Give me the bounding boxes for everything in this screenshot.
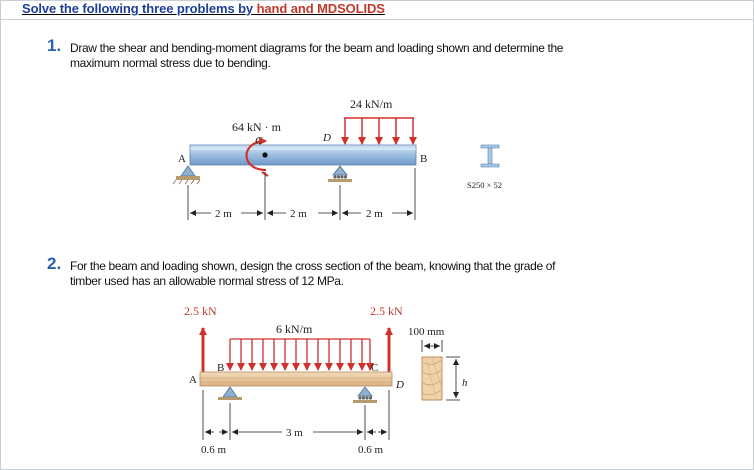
width-label: 100 mm xyxy=(408,326,445,338)
point-c-label: C xyxy=(255,135,263,147)
dim-right-label: 0.6 m xyxy=(358,444,384,456)
header-text: Solve the following three problems by xyxy=(22,1,257,16)
header-highlight: hand and MDSOLIDS xyxy=(256,1,385,16)
problem-2-line-1: For the beam and loading shown, design the cross section of the beam, knowing that the grade of xyxy=(70,259,556,273)
dim-mid-label: 3 m xyxy=(286,427,303,439)
p2-point-d-label: D xyxy=(396,379,404,391)
problem-2-line-2: timber used has an allowable normal stress of 12 MPa. xyxy=(70,274,344,288)
p2-point-b-label: B xyxy=(217,362,225,374)
point-b-label: B xyxy=(420,153,428,165)
distributed-load-6 xyxy=(230,339,370,370)
problem-2-number: 2. xyxy=(47,254,62,273)
point-d-label: D xyxy=(323,132,331,144)
dim-label-2: 2 m xyxy=(290,208,307,220)
timber-section-icon xyxy=(422,357,442,400)
right-load-label: 2.5 kN xyxy=(370,304,403,318)
problem-1-line-2: maximum normal stress due to bending. xyxy=(70,56,271,70)
left-load-label: 2.5 kN xyxy=(184,304,217,318)
problem-1-figure xyxy=(173,97,502,220)
dim-label-1: 2 m xyxy=(215,208,232,220)
dist-load-label: 6 kN/m xyxy=(276,322,313,336)
section-label: S250 × 52 xyxy=(467,180,503,190)
i-beam-section-icon xyxy=(481,145,499,167)
distributed-load-24 xyxy=(344,118,414,144)
load-24-label: 24 kN/m xyxy=(350,97,393,111)
point-c-dot xyxy=(262,152,267,157)
problem-2-figure xyxy=(184,304,468,456)
moment-label: 64 kN · m xyxy=(232,120,281,134)
timber-beam xyxy=(200,372,392,386)
height-label: h xyxy=(462,377,468,389)
dim-label-3: 2 m xyxy=(366,208,383,220)
height-dimension xyxy=(446,357,460,400)
dim-left-label: 0.6 m xyxy=(201,444,227,456)
point-a-label: A xyxy=(178,153,186,165)
problem-1-number: 1. xyxy=(47,36,62,55)
problem-1-line-1: Draw the shear and bending-moment diagrams for the beam and loading shown and determine the xyxy=(70,41,564,55)
roller-support-c xyxy=(353,387,377,403)
pin-support-b xyxy=(218,387,242,400)
width-dimension xyxy=(422,340,442,352)
p2-point-a-label: A xyxy=(189,374,197,386)
steel-beam xyxy=(190,145,416,165)
roller-support-d xyxy=(328,166,352,182)
p2-point-c-label: C xyxy=(371,362,379,374)
pin-support-a xyxy=(173,166,200,184)
